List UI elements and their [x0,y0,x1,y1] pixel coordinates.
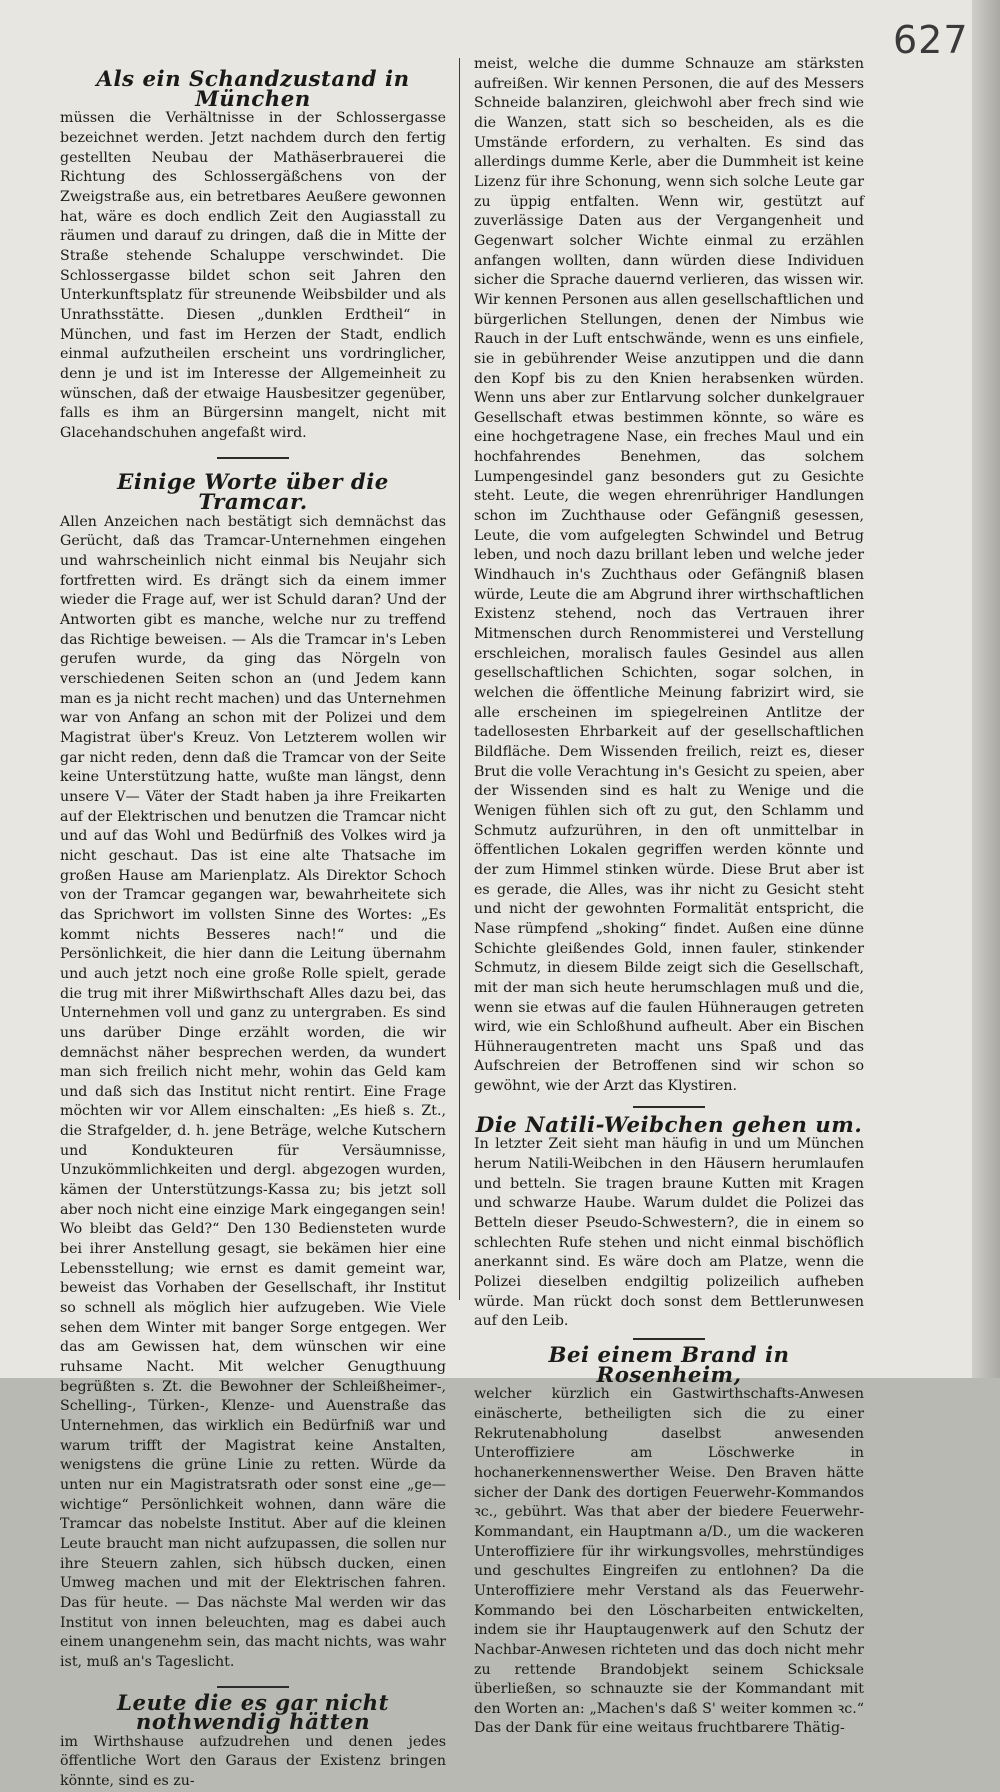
right-column [474,55,864,1739]
column-divider [459,58,460,1300]
article-heading: Leute die es gar nicht nothwendig hätten [117,1690,389,1736]
article-body: im Wirthshause aufzudrehen und denen jedes öffentliche Wort den Garaus der Existenz bringen könnte, sind es zu- [60,1733,446,1790]
section-rule [217,1686,289,1688]
article-leute [60,1690,446,1792]
page-number: 627 [893,18,969,62]
article-body: In letzter Zeit sieht man häufig in und um München herum Natili-Weibchen in den Häusern herumlaufen und betteln. Sie tragen braune Kutten mit Kragen und schwarze Haube. Warum duldet die Polizei das Betteln dieser Pseudo-Schwestern?, die in einem so schlechten Rufe stehen und nicht einmal bischöflich anerkannt sind. Es wäre doch am Platze, wenn die Polizei dieselben endgiltig polizeilich aufheben würde. Man rückt doch sonst dem Bettlerunwesen auf den Leib. [474,1136,864,1330]
page-edge [972,0,1000,1378]
article-body: müssen die Verhältnisse in der Schlossergasse bezeichnet werden. Jetzt nachdem durch den fertig gestellten Neubau der Mathäserbrauerei die Richtung des Schlossergäßchens von der Zweigstraße aus, ein betretbares Aeußere gewonnen hat, wäre es doch endlich Zeit den Augiasstall zu räumen und darauf zu dringen, daß die in Mitte der Straße stehende Schaluppe verschwindet. Die Schlossergasse bildet schon seit Jahren den Unterkunftsplatz für streunende Weibsbilder und als Unrathsstätte. Diesen „dunklen Erdtheil“ in München, und fast im Herzen der Stadt, endlich einmal aufzutheilen erscheint uns vordringlicher, denn je und ist im Interesse der Allgemeinheit zu wünschen, daß der etwaige Hausbesitzer gegenüber, falls es ihm an Bürgersinn mangelt, nicht mit Glacehandschuhen angefaßt wird. [60,110,446,441]
article-heading: Als ein Schandzustand in München [96,67,410,112]
section-rule [633,1338,705,1340]
section-rule [217,457,289,459]
left-column [60,67,446,1792]
article-body: meist, welche die dumme Schnauze am stärksten aufreißen. Wir kennen Personen, die auf des Messers Schneide balanziren, gleichwohl aber frech sind wie die Wanzen, statt sich so bescheiden, als es die Umstände erfordern, zu verhalten. Es sind das allerdings dumme Kerle, aber die Dummheit ist keine Lizenz für ihre Schonung, wenn sich solche Leute gar zu üppig entfalten. Wenn wir, gestützt auf zuverlässige Daten aus der Vergangenheit und Gegenwart solcher Wichte einmal zu erzählen anfangen wollten, dann würden diese Individuen sicher die Sprache dauernd verlieren, das wissen wir. Wir kennen Personen aus allen gesellschaftlichen und bürgerlichen Stellungen, denen der Nimbus wie Rauch in der Luft entschwände, wenn es uns einfiele, sie in gebührender Weise anzutippen und die dann den Kopf bis zu den Knien herabsenken würden. Wenn uns aber zur Entlarvung solcher dunkelgrauer Gesellschaft etwas bestimmen könnte, so wäre es eine hochgetragene Nase, ein freches Maul und ein hochfahrendes Benehmen, das solchem Lumpengesindel ganz besonders gut zu Gesichte steht. Leute, die wegen ehrenrühriger Handlungen schon im Zuchthause oder Gefängniß gesessen, Leute, die vom aufgelegten Schwindel und Betrug leben, und noch dazu brillant leben und welche jeder Windhauch in's Zuchthaus oder Gefängniß blasen würde, Leute die am Abgrund ihrer wirthschaftlichen Existenz stehend, noch das Vertrauen ihrer Mitmenschen durch Renommisterei und Verstellung erschleichen, moralisch faules Gesindel aus allen gesellschaftlichen Schichten, sogar solchen, in welchen die öffentliche Meinung fabrizirt wird, sie alle erscheinen im spiegelreinen Antlitze der tadellosesten Ehrbarkeit auf der gesellschaftlichen Bildfläche. Dem Wissenden freilich, reizt es, dieser Brut die volle Verachtung in's Gesicht zu speien, aber der Wissenden sind es halt zu Wenige und die Wenigen fühlen sich oft zu gut, den Schlamm und Schmutz aufzurühren, in den oft unmittelbar in öffentlichen Lokalen gegriffen werden könnte und der zum Himmel stinken würde. Diese Brut aber ist es gerade, die Alles, was ihr nicht zu Gesicht steht und nicht der gewohnten Formalität entspricht, die Nase rümpfend „shoking“ findet. Außen eine dünne Schichte gleißendes Gold, innen fauler, stinkender Schmutz, in diesem Bilde zeigt sich die Gesellschaft, mit der man sich heute herumschlagen muß und die, wenn sie etwas auf die faulen Hühneraugen getreten wird, wie ein Schloßhund aufheult. Aber ein Bischen Hühneraugentreten macht uns Spaß und das Aufschreien der Betroffenen sind wir schon so gewöhnt, wie der Arzt das Klystiren. [474,56,864,1095]
article-brand-rosenheim [474,1343,864,1739]
article-leute-continued [474,55,864,1097]
article-tramcar [60,470,446,1672]
article-heading: Bei einem Brand in Rosenheim, [548,1343,790,1388]
article-schandzustand [60,67,446,443]
article-heading: Einige Worte über die Tramcar. [117,470,389,516]
section-rule [633,1106,705,1108]
article-heading: Die Natili-Weibchen gehen um. [475,1112,863,1138]
article-body: welcher kürzlich ein Gastwirthschafts-Anwesen einäscherte, betheiligten sich die zu einer Rekrutenabholung daselbst anwesenden Unteroffiziere am Löschwerke in hochanerkennenswerther Weise. Den Braven hätte sicher der Dank des dortigen Feuerwehr-Kommandos ꝛc., gebührt. Was that aber der biedere Feuerwehr-Kommandant, ein Hauptmann a/D., um die wackeren Unteroffiziere für ihr wirkungsvolles, mehrstündiges und geschultes Eingreifen zu entlohnen? Da die Unteroffiziere mehr Verstand als das Feuerwehr-Kommando bei den Löscharbeiten entwickelten, indem sie ihr Hauptaugenwerk auf den Schutz der Nachbar-Anwesen richteten und das doch nicht mehr zu rettende Brandobjekt seinem Schicksale überließen, so schnauzte sie der Kommandant mit den Worten an: „Machen's daß S' weiter kommen ꝛc.“ Das der Dank für eine weitaus fruchtbarere Thätig- [474,1386,864,1737]
article-body: Allen Anzeichen nach bestätigt sich demnächst das Gerücht, daß das Tramcar-Unternehmen eingehen und wahrscheinlich nicht einmal bis Neujahr sich fortfretten wird. Es drängt sich da einem immer wieder die Frage auf, wer ist Schuld daran? Und der Antworten gibt es manche, welche nur zu treffend das Richtige beweisen. — Als die Tramcar in's Leben gerufen wurde, da ging das Nörgeln von verschiedenen Seiten schon an (und Jedem kann man es ja nicht recht machen) und das Unternehmen war von Anfang an schon mit der Polizei und dem Magistrat über's Kreuz. Von Letzterem wollen wir gar nicht reden, denn daß die Tramcar von der Seite keine Unterstützung hatte, wußte man längst, denn unsere V— Väter der Stadt haben ja ihre Freikarten auf der Elektrischen und benutzen die Tramcar nicht und auf das Wohl und Bedürfniß des Volkes wird ja nicht geschaut. Das ist eine alte Thatsache im großen Hause am Marienplatz. Als Direktor Schoch von der Tramcar gegangen war, bewahrheitete sich das Sprichwort im vollsten Sinne des Wortes: „Es kommt nichts Besseres nach!“ und die Persönlichkeit, die hier dann die Leitung übernahm und auch jetzt noch eine große Rolle spielt, gerade die trug mit ihrer Mißwirthschaft Alles dazu bei, das Unternehmen voll und ganz zu untergraben. Es sind uns darüber Dinge erzählt worden, die wir demnächst näher besprechen werden, da wundert man sich freilich nicht mehr, wohin das Geld kam und daß sich das Institut nicht rentirt. Eine Frage möchten wir vor Allem einschalten: „Es hieß s. Zt., die Strafgelder, d. h. jene Beträge, welche Kutschern und Kondukteuren für Versäumnisse, Unzukömmlichkeiten und dergl. abgezogen wurden, kämen der Unterstützungs-Kassa zu; bis jetzt soll aber noch nicht eine einzige Mark eingegangen sein! Wo bleibt das Geld?“ Den 130 Bediensteten wurde bei ihrer Anstellung gesagt, sie bekämen hier eine Lebensstellung; wie ernst es damit gemeint war, beweist das Vorhaben der Gesellschaft, ihr Institut so schnell als möglich hier aufzugeben. Wie Viele sehen dem Winter mit banger Sorge entgegen. Wer das am Gewissen hat, dem wünschen wir eine ruhsame Nacht. Mit welcher Genugthuung begrüßten s. Zt. die Bewohner der Schleißheimer-, Schelling-, Türken-, Klenze- und Auenstraße das Unternehmen, das wirklich ein Bedürfniß war und warum trifft der Magistrat keine Anstalten, wenigstens die grüne Linie zu retten. Würde da unten nur ein Magistratsrath oder sonst eine „ge—wichtige“ Persönlichkeit wohnen, dann wäre die Tramcar das nobelste Institut. Aber auf die kleinen Leute braucht man nicht aufzupassen, die sollen nur ihre Steuern zahlen, sich hübsch ducken, einen Umweg machen und mit der Elektrischen fahren. Das für heute. — Das nächste Mal werden wir das Institut von innen beleuchten, mag es dabei auch einem unangenehm sein, das macht nichts, was wahr ist, muß an's Tageslicht. [60,513,446,1670]
article-natili-weibchen [474,1112,864,1332]
